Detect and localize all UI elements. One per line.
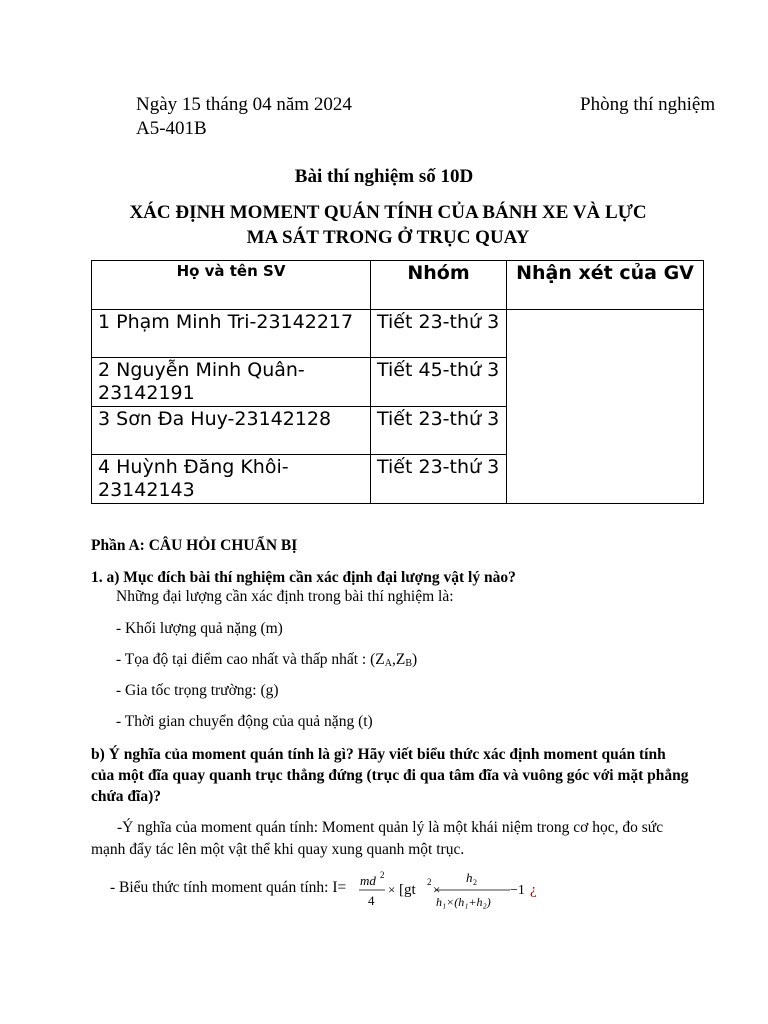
formula-row	[110, 870, 570, 914]
formula-tail: −1	[510, 883, 525, 898]
date-line: Ngày 15 tháng 04 năm 2024	[136, 94, 352, 115]
table-row	[92, 310, 704, 358]
coords-text: - Tọa độ tại điểm cao nhất và thấp nhất : (Z	[116, 651, 385, 668]
lab-label: Phòng thí nghiệm	[580, 94, 716, 115]
student-name-cell: 4 Huỳnh Đăng Khôi-23142143	[92, 455, 371, 504]
fraction2-denominator: h₁×(h₁+h₂)	[436, 895, 491, 909]
fraction2-numerator: h	[466, 870, 473, 885]
formula-label: - Biểu thức tính moment quán tính: I=	[110, 879, 347, 896]
table-header-row	[92, 261, 704, 310]
document-title	[100, 200, 676, 250]
moment-formula	[110, 870, 570, 914]
fraction1-denominator: 4	[368, 893, 375, 908]
list-item	[116, 651, 417, 669]
fraction1-numerator: md	[360, 873, 376, 888]
times-sign-2: ×	[433, 882, 441, 897]
coords-mid: ,Z	[391, 651, 406, 668]
list-item: - Gia tốc trọng trường: (g)	[116, 682, 279, 699]
teacher-comment-cell	[507, 310, 704, 504]
header-teacher-comment: Nhận xét của GV	[507, 261, 704, 310]
header-group: Nhóm	[371, 261, 507, 310]
bracket-term-exp: 2	[427, 877, 432, 887]
group-cell: Tiết 23-thứ 3	[371, 310, 507, 358]
title-line-1: XÁC ĐỊNH MOMENT QUÁN TÍNH CỦA BÁNH XE VÀ LỰC	[129, 202, 647, 223]
room-code: A5-401B	[136, 118, 207, 139]
subscript-a: A	[384, 658, 392, 669]
section-heading-part-a: Phần A: CÂU HỎI CHUẨN BỊ	[91, 537, 298, 554]
fraction2-numerator-sub: 2	[473, 878, 477, 887]
answer-intro: Những đại lượng cần xác định trong bài thí nghiệm là:	[116, 588, 454, 605]
fraction1-numerator-exp: 2	[380, 870, 385, 880]
question-1b	[91, 744, 691, 807]
experiment-number: Bài thí nghiệm số 10D	[294, 166, 474, 187]
list-item: - Khối lượng quả nặng (m)	[116, 620, 283, 637]
header-student-name: Họ và tên SV	[92, 261, 371, 310]
question-1a: 1. a) Mục đích bài thí nghiệm cần xác định đại lượng vật lý nào?	[91, 569, 516, 586]
title-line-2: MA SÁT TRONG Ở TRỤC QUAY	[246, 227, 530, 248]
student-name-cell: 1 Phạm Minh Tri-23142217	[92, 310, 371, 358]
group-cell: Tiết 23-thứ 3	[371, 455, 507, 504]
group-cell: Tiết 45-thứ 3	[371, 358, 507, 407]
meaning-paragraph	[91, 817, 691, 861]
student-group-table	[91, 260, 704, 504]
question-1b-text: b) Ý nghĩa của moment quán tính là gì? Hãy viết biểu thức xác định moment quán tính của một đĩa quay quanh trục thẳng đứng (trục đi qua tâm đĩa và vuông góc với mặt phẳng chứa đĩa)?	[91, 746, 689, 805]
bracket-term: [gt	[399, 882, 416, 898]
times-sign: ×	[388, 882, 396, 897]
subscript-b: B	[405, 658, 412, 669]
student-name-cell: 2 Nguyễn Minh Quân-23142191	[92, 358, 371, 407]
group-cell: Tiết 23-thứ 3	[371, 407, 507, 455]
coords-end: )	[411, 651, 418, 668]
student-name-cell: 3 Sơn Đa Huy-23142128	[92, 407, 371, 455]
meaning-text: -Ý nghĩa của moment quán tính: Moment quản lý là một khái niệm trong cơ học, đo sức mạnh đẩy tác lên một vật thể khi quay xung quanh một trục.	[91, 819, 664, 858]
formula-error-mark: ¿	[530, 882, 537, 898]
list-item: - Thời gian chuyển động của quả nặng (t)	[116, 713, 373, 730]
